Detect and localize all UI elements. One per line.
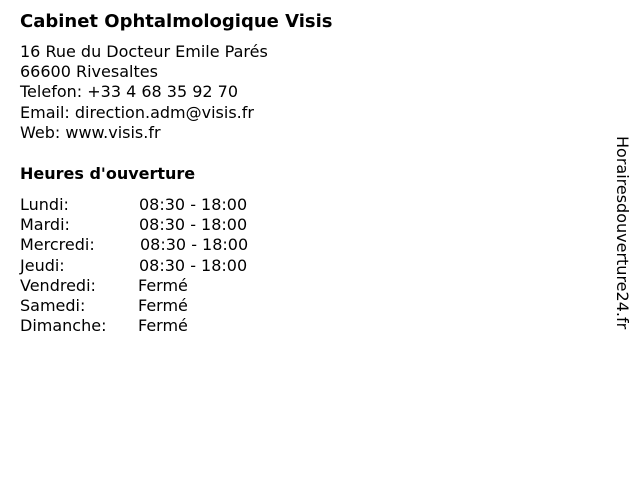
hours-row-wednesday <box>20 235 580 255</box>
phone-number: Telefon: +33 4 68 35 92 70 <box>20 82 239 102</box>
day-label: Lundi: <box>20 195 69 215</box>
time-value: Fermé <box>138 296 188 316</box>
time-value: Fermé <box>138 275 188 295</box>
hours-row-tuesday <box>20 215 580 235</box>
time-value: 08:30 - 18:00 <box>139 195 248 215</box>
opening-hours-table <box>20 195 580 336</box>
day-label: Dimanche: <box>20 316 107 336</box>
contact-block <box>20 42 580 143</box>
day-label: Jeudi: <box>20 255 65 275</box>
hours-row-saturday <box>20 296 580 316</box>
email-address: Email: direction.adm@visis.fr <box>20 102 254 122</box>
site-watermark: Horairesdouverture24.fr <box>613 136 632 330</box>
time-value: Fermé <box>138 316 188 336</box>
business-name: Cabinet Ophtalmologique Visis <box>20 11 333 32</box>
hours-row-sunday <box>20 316 580 336</box>
hours-row-monday <box>20 195 580 215</box>
day-label: Mardi: <box>20 215 70 235</box>
day-label: Samedi: <box>20 296 86 316</box>
time-value: 08:30 - 18:00 <box>139 255 248 275</box>
day-label: Vendredi: <box>20 275 96 295</box>
time-value: 08:30 - 18:00 <box>139 215 248 235</box>
hours-heading: Heures d'ouverture <box>20 164 196 184</box>
address-street: 16 Rue du Docteur Emile Parés <box>20 42 268 61</box>
website: Web: www.visis.fr <box>20 122 161 142</box>
time-value: 08:30 - 18:00 <box>140 235 249 255</box>
hours-row-thursday <box>20 256 580 276</box>
day-label: Mercredi: <box>20 235 95 255</box>
address-city: 66600 Rivesaltes <box>20 62 158 82</box>
business-card <box>20 10 580 336</box>
hours-row-friday <box>20 276 580 296</box>
